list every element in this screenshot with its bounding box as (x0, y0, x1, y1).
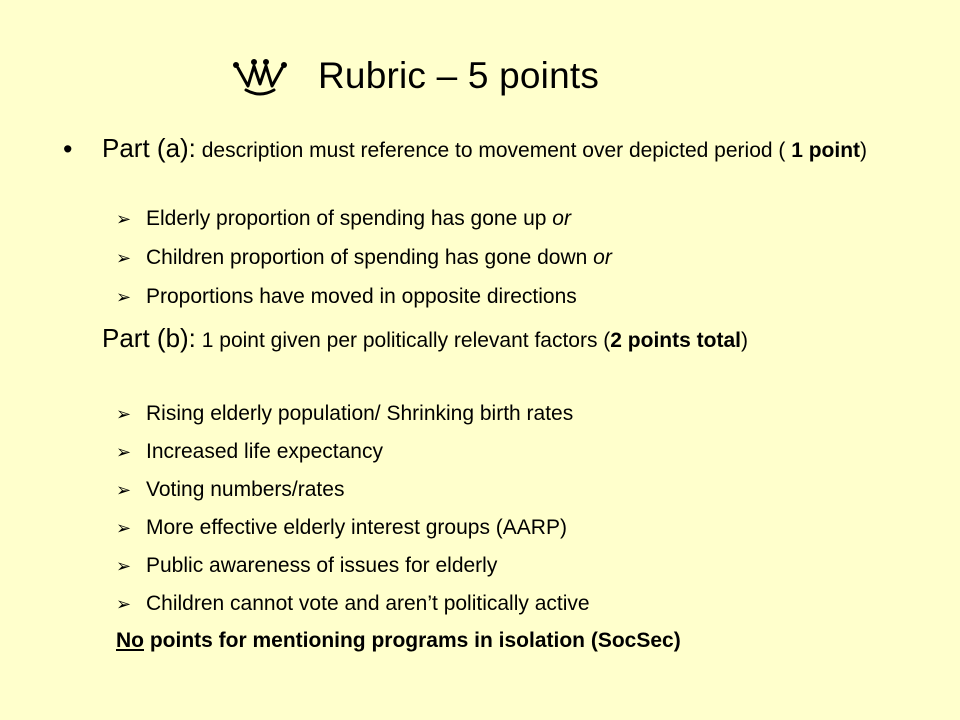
arrow-bullet-icon: ➢ (116, 480, 132, 500)
arrow-bullet-icon: ➢ (116, 518, 132, 538)
part-a-text (102, 133, 892, 166)
slide-title: Rubric – 5 points (318, 55, 600, 96)
list-item: ➢ Voting numbers/rates (116, 478, 345, 501)
list-item: ➢ Public awareness of issues for elderly (116, 554, 498, 577)
list-item: ➢ Proportions have moved in opposite directions (116, 285, 577, 308)
note-emphasis: No (116, 629, 144, 652)
part-b-description: 1 point given per politically relevant factors ( (195, 329, 611, 352)
arrow-bullet-icon: ➢ (116, 248, 132, 268)
part-a-points: 1 point (791, 139, 861, 162)
list-item: ➢ More effective elderly interest groups (AARP) (116, 516, 567, 539)
part-a-close: ) (860, 139, 868, 162)
list-item: ➢ Rising elderly population/ Shrinking birth rates (116, 402, 574, 425)
arrow-bullet-icon: ➢ (116, 594, 132, 614)
note-text: points for mentioning programs in isolation (SocSec) (144, 629, 681, 652)
part-a-description: description must reference to movement over depicted period ( (195, 139, 792, 162)
arrow-bullet-icon: ➢ (116, 209, 132, 229)
part-b-heading: Part (b): (102, 323, 196, 353)
list-item: ➢ Elderly proportion of spending has gone up or (116, 207, 571, 230)
part-a-heading: Part (a): (102, 133, 196, 163)
part-b-points: 2 points total (610, 329, 741, 352)
list-item: ➢ Children cannot vote and aren’t politically active (116, 592, 590, 615)
arrow-bullet-icon: ➢ (116, 287, 132, 307)
bullet-dot-icon: • (63, 134, 73, 164)
arrow-bullet-icon: ➢ (116, 442, 132, 462)
list-item: ➢ Increased life expectancy (116, 440, 383, 463)
scoring-note (116, 628, 681, 654)
arrow-bullet-icon: ➢ (116, 556, 132, 576)
list-item: ➢ Children proportion of spending has gone down or (116, 246, 612, 269)
part-b-close: ) (740, 329, 748, 352)
arrow-bullet-icon: ➢ (116, 404, 132, 424)
part-b-text (102, 323, 892, 356)
